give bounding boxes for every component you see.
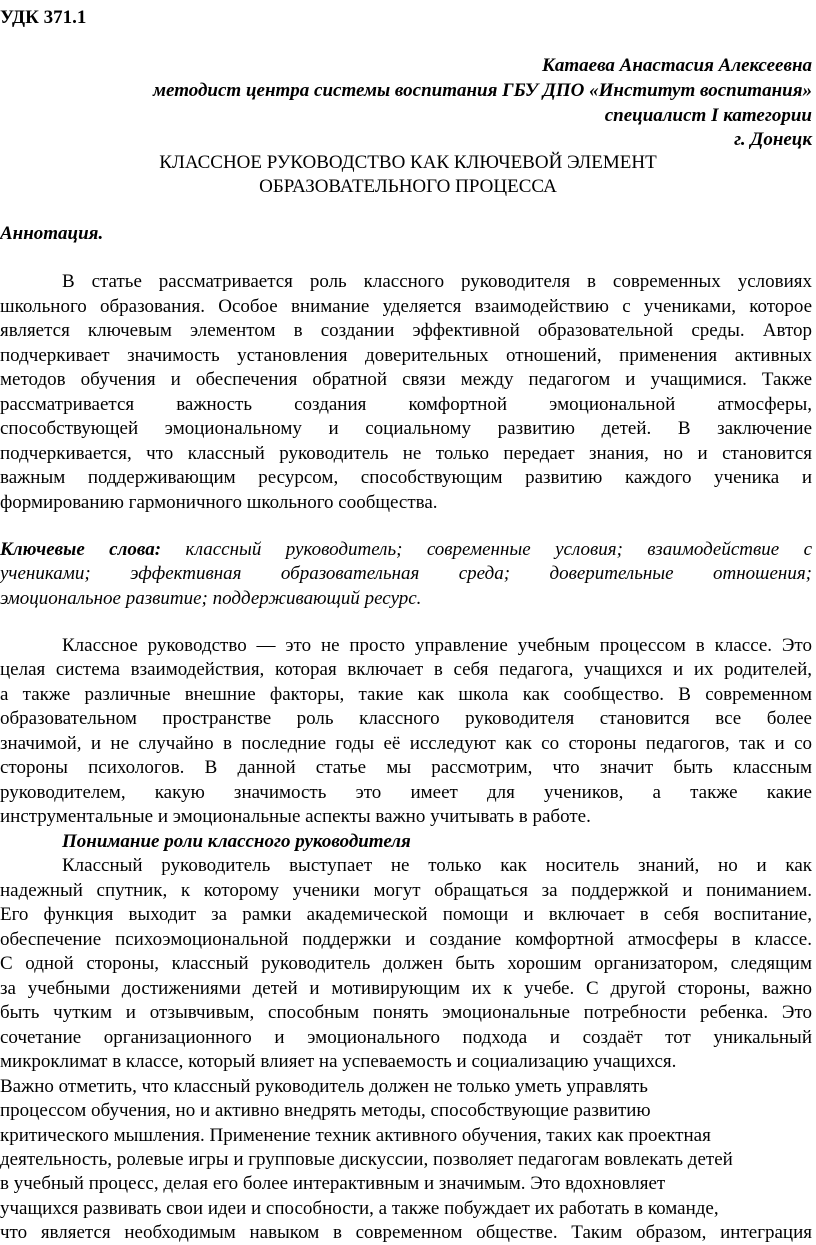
keywords-line-2: учениками; эффективная образовательная среда; доверительные отношения; [0, 563, 812, 584]
intro-line: Классное руководство — это не просто управление учебным процессом в классе. Это [62, 635, 812, 656]
intro-line: образовательном пространстве роль классного руководителя становится все более [0, 708, 812, 729]
annotation-line: В статье рассматривается роль классного руководителя в современных условиях [62, 271, 812, 292]
intro-line: стороны психологов. В данной статье мы рассмотрим, что значит быть классным [0, 757, 812, 778]
section-line: за учебными достижениями детей и мотивирующим их к учебе. С другой стороны, важно [0, 978, 812, 999]
annotation-line: является ключевым элементом в создании эффективной образовательной среды. Автор [0, 320, 812, 341]
section-line: Его функция выходит за рамки академической помощи и включает в себя воспитание, [0, 904, 812, 925]
intro-line: а также различные внешние факторы, такие как школа как сообщество. В современном [0, 684, 812, 705]
section-line: С одной стороны, классный руководитель должен быть хорошим организатором, следящим [0, 953, 812, 974]
keywords-line-3: эмоциональное развитие; поддерживающий ресурс. [0, 588, 422, 609]
section-line: что является необходимым навыком в современном обществе. Таким образом, интеграция [0, 1222, 812, 1243]
annotation-heading: Аннотация. [0, 223, 104, 244]
author-position: методист центра системы воспитания ГБУ ДПО «Институт воспитания» [153, 80, 812, 101]
annotation-line: формированию гармоничного школьного сообщества. [0, 492, 438, 513]
author-name: Катаева Анастасия Алексеевна [541, 55, 812, 76]
section-heading: Понимание роли классного руководителя [62, 831, 411, 852]
section-line: Классный руководитель выступает не только как носитель знаний, но и как [62, 855, 812, 876]
section-line: Важно отметить, что классный руководитель должен не только уметь управлять [0, 1076, 648, 1097]
article-title-line-1: КЛАССНОЕ РУКОВОДСТВО КАК КЛЮЧЕВОЙ ЭЛЕМЕНТ [159, 152, 657, 173]
author-city: г. Донецк [734, 129, 812, 150]
article-title-line-2: ОБРАЗОВАТЕЛЬНОГО ПРОЦЕССА [259, 176, 557, 197]
section-line: в учебный процесс, делая его более интерактивным и значимым. Это вдохновляет [0, 1173, 666, 1194]
section-line: микроклимат в классе, который влияет на успеваемость и социализацию учащихся. [0, 1051, 677, 1072]
section-line: деятельность, ролевые игры и групповые дискуссии, позволяет педагогам вовлекать детей [0, 1149, 733, 1170]
section-line: обеспечение психоэмоциональной поддержки и создание комфортной атмосферы в классе. [0, 929, 812, 950]
udk-code: УДК 371.1 [0, 7, 87, 28]
annotation-line: методов обучения и обеспечения обратной связи между педагогом и учащимися. Также [0, 369, 812, 390]
annotation-line: важным поддерживающим ресурсом, способствующим развитию каждого ученика и [0, 467, 812, 488]
keywords-line-1 [0, 538, 812, 562]
keywords-text: классный руководитель; современные условия; взаимодействие с [185, 539, 813, 560]
section-line: учащихся развивать свои идеи и способности, а также побуждает их работать в команде, [0, 1198, 719, 1219]
author-category: специалист I категории [604, 105, 812, 126]
section-line: быть чутким и отзывчивым, способным понять эмоциональные потребности ребенка. Это [0, 1002, 812, 1023]
annotation-line: рассматривается важность создания комфортной эмоциональной атмосферы, [0, 394, 812, 415]
intro-line: целая система взаимодействия, которая включает в себя педагога, учащихся и их родителей, [0, 659, 812, 680]
annotation-line: подчеркивает значимость установления доверительных отношений, применения активных [0, 345, 812, 366]
section-line: критического мышления. Применение техник активного обучения, таких как проектная [0, 1125, 711, 1146]
section-line: надежный спутник, к которому ученики могут обращаться за поддержкой и пониманием. [0, 880, 812, 901]
intro-line: значимой, и не случайно в последние годы её исследуют как со стороны педагогов, так и со [0, 733, 812, 754]
intro-line: руководителем, какую значимость это имеет для учеников, а также какие [0, 782, 812, 803]
annotation-line: школьного образования. Особое внимание уделяется взаимодействию с учениками, которое [0, 296, 812, 317]
annotation-line: способствующей эмоциональному и социальному развитию детей. В заключение [0, 418, 812, 439]
section-line: сочетание организационного и эмоционального подхода и создаёт тот уникальный [0, 1027, 812, 1048]
annotation-line: подчеркивается, что классный руководитель не только передает знания, но и становится [0, 443, 812, 464]
intro-line: инструментальные и эмоциональные аспекты важно учитывать в работе. [0, 806, 591, 827]
keywords-label: Ключевые слова: [0, 539, 162, 560]
section-line: процессом обучения, но и активно внедрять методы, способствующие развитию [0, 1100, 651, 1121]
